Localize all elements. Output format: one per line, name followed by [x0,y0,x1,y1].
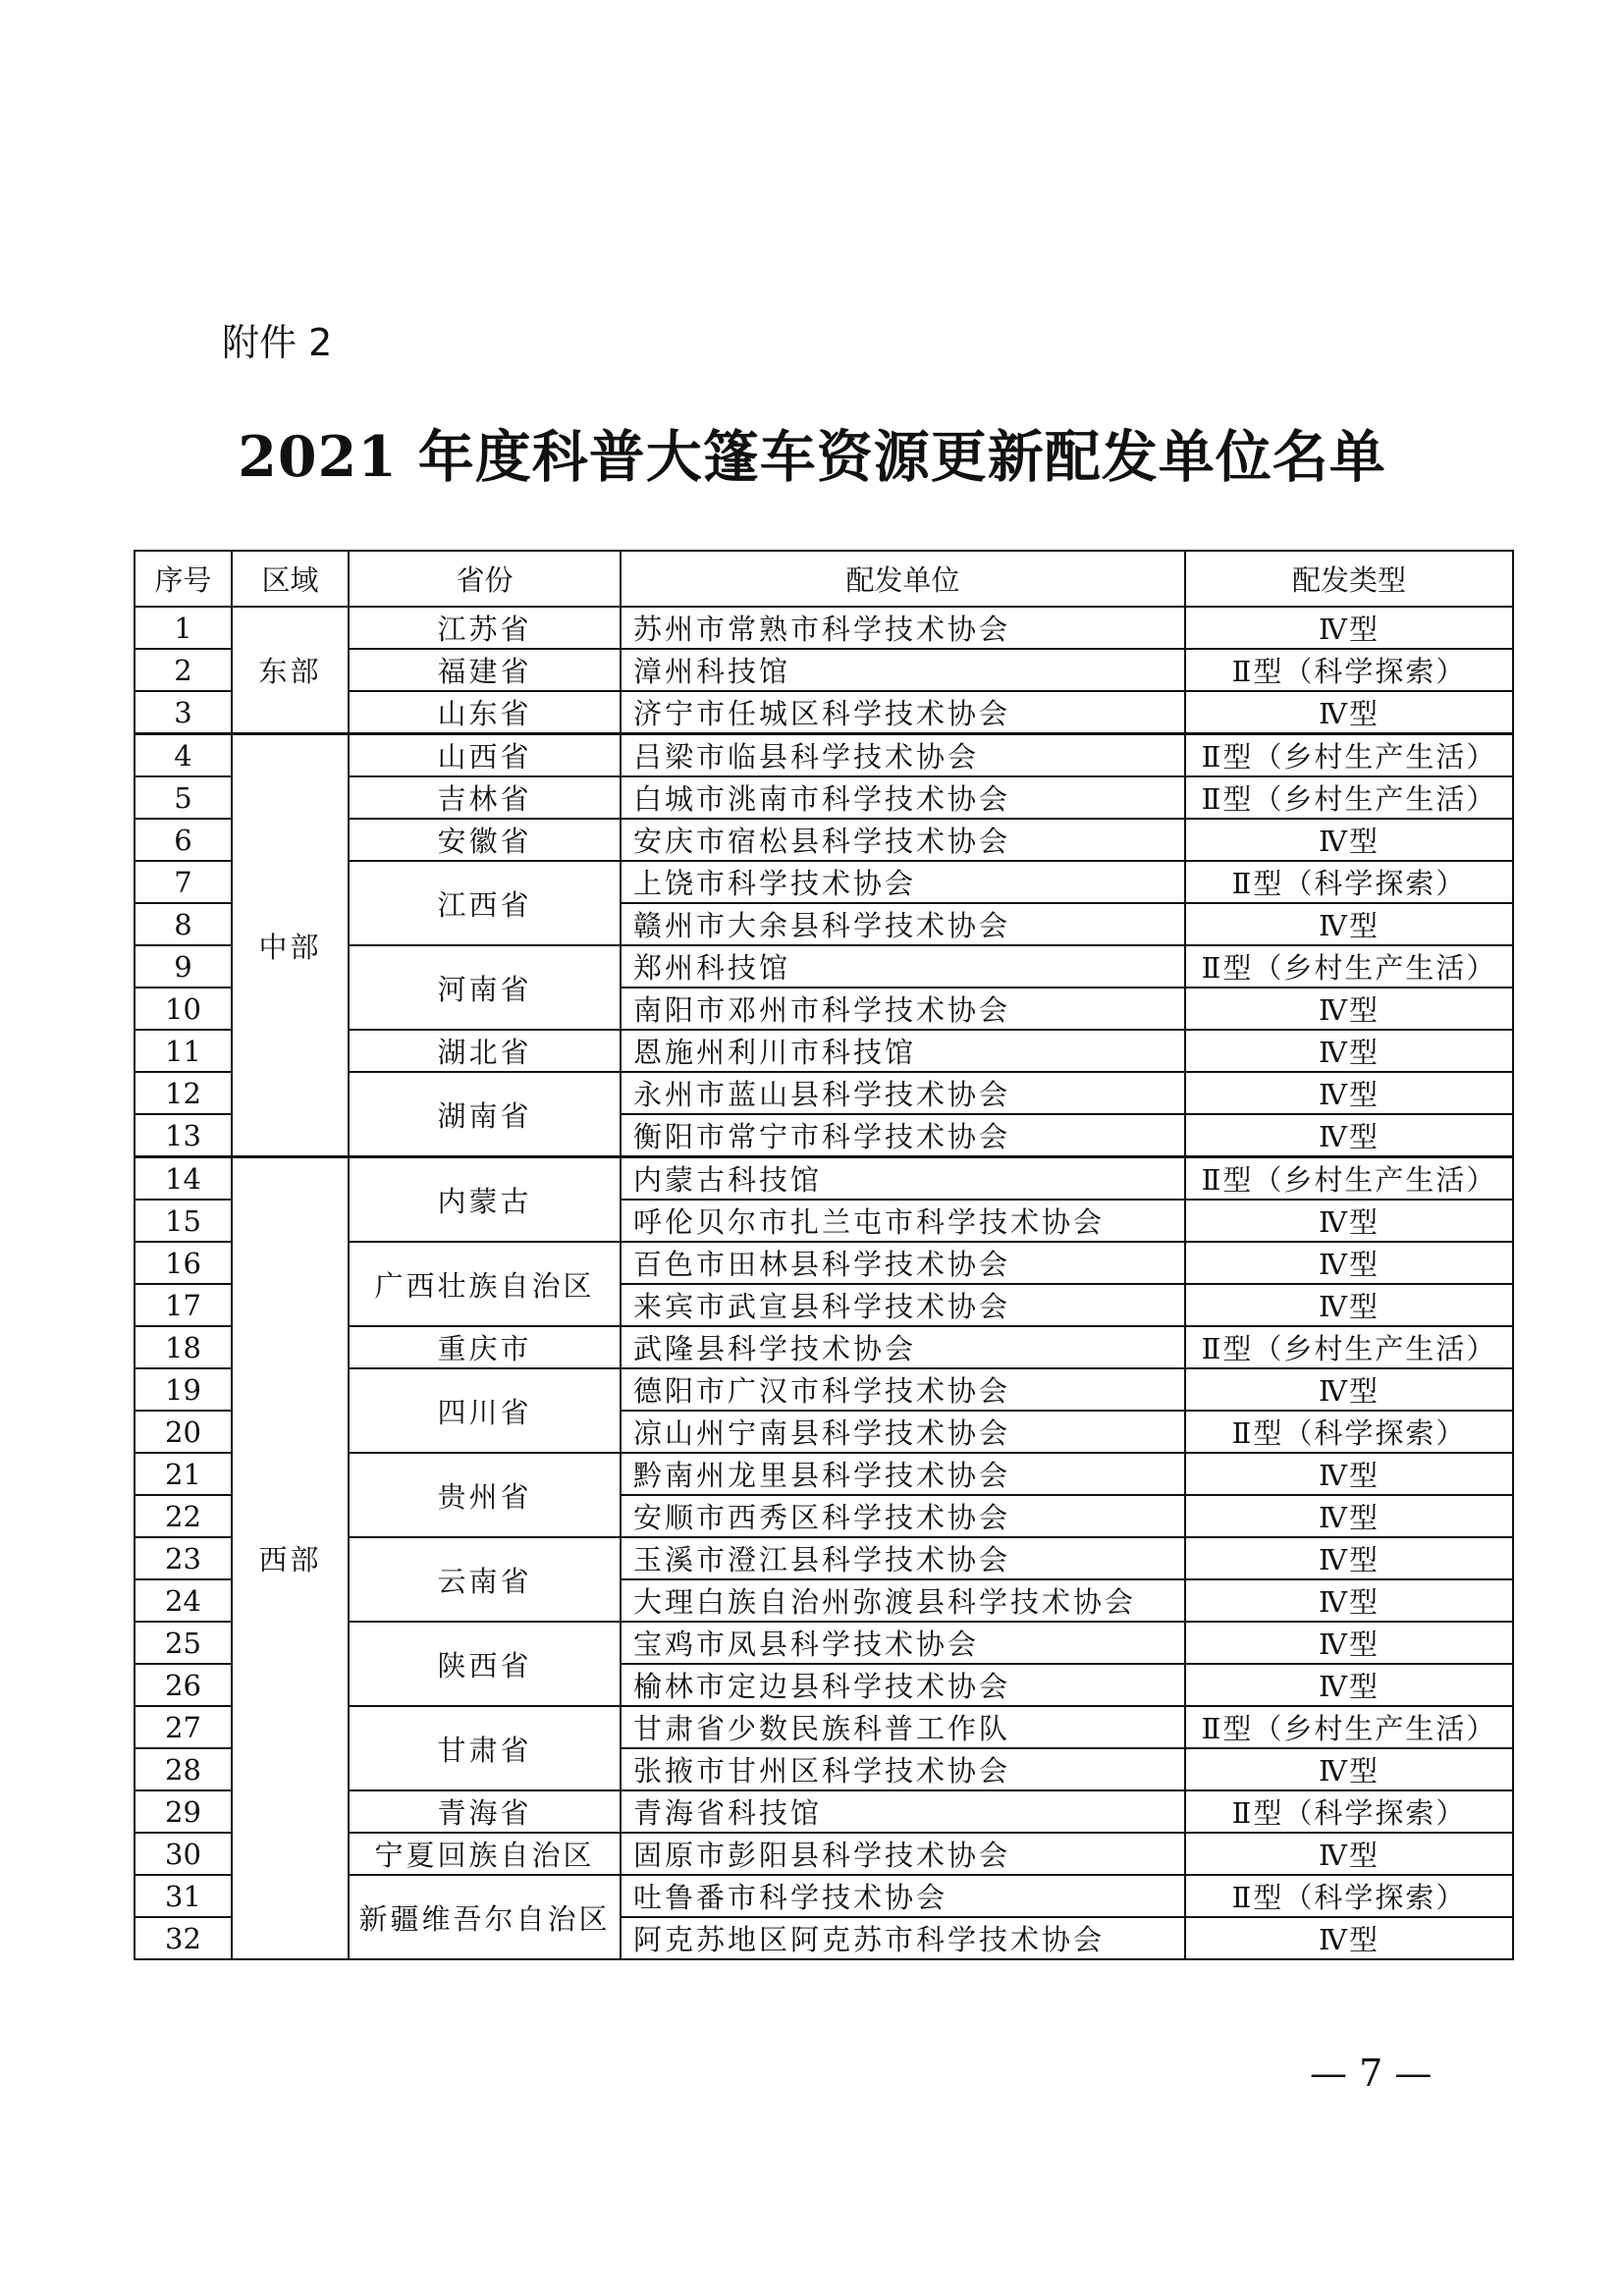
row-number: 19 [135,1368,232,1411]
type-cell: Ⅳ型 [1185,1242,1513,1284]
province-cell: 宁夏回族自治区 [349,1833,621,1875]
type-cell: Ⅳ型 [1185,1284,1513,1326]
unit-cell: 漳州科技馆 [621,649,1185,691]
table-row [135,1157,1513,1201]
row-number: 28 [135,1748,232,1790]
province-cell: 山西省 [349,734,621,777]
province-cell: 江西省 [349,861,621,945]
province-cell: 河南省 [349,945,621,1030]
unit-cell: 青海省科技馆 [621,1790,1185,1833]
type-cell: Ⅳ型 [1185,1748,1513,1790]
province-cell: 吉林省 [349,776,621,819]
row-number: 32 [135,1917,232,1959]
type-cell: Ⅳ型 [1185,1030,1513,1072]
table-row [135,734,1513,777]
attachment-label: 附件 2 [222,321,333,364]
type-cell: Ⅱ型（乡村生产生活） [1185,776,1513,819]
row-number: 14 [135,1157,232,1201]
row-number: 18 [135,1326,232,1368]
unit-cell: 上饶市科学技术协会 [621,861,1185,903]
province-cell: 湖南省 [349,1072,621,1157]
row-number: 23 [135,1537,232,1579]
province-cell: 甘肃省 [349,1706,621,1790]
unit-cell: 呼伦贝尔市扎兰屯市科学技术协会 [621,1200,1185,1242]
type-cell: Ⅱ型（科学探索） [1185,1875,1513,1917]
type-cell: Ⅳ型 [1185,1368,1513,1411]
type-cell: Ⅱ型（科学探索） [1185,1790,1513,1833]
type-cell: Ⅱ型（乡村生产生活） [1185,734,1513,777]
province-cell: 陕西省 [349,1622,621,1706]
unit-cell: 南阳市邓州市科学技术协会 [621,988,1185,1030]
row-number: 25 [135,1622,232,1664]
row-number: 22 [135,1495,232,1537]
province-cell: 福建省 [349,649,621,691]
province-cell: 云南省 [349,1537,621,1622]
unit-cell: 苏州市常熟市科学技术协会 [621,607,1185,649]
header-region: 区域 [232,551,349,607]
row-number: 29 [135,1790,232,1833]
row-number: 15 [135,1200,232,1242]
unit-cell: 郑州科技馆 [621,945,1185,988]
row-number: 4 [135,734,232,777]
header-unit: 配发单位 [621,551,1185,607]
unit-cell: 吕梁市临县科学技术协会 [621,734,1185,777]
row-number: 20 [135,1411,232,1453]
unit-cell: 甘肃省少数民族科普工作队 [621,1706,1185,1748]
type-cell: Ⅳ型 [1185,1917,1513,1959]
type-cell: Ⅳ型 [1185,1537,1513,1579]
type-cell: Ⅳ型 [1185,1200,1513,1242]
unit-cell: 来宾市武宣县科学技术协会 [621,1284,1185,1326]
row-number: 30 [135,1833,232,1875]
unit-cell: 宝鸡市凤县科学技术协会 [621,1622,1185,1664]
province-cell: 安徽省 [349,819,621,861]
unit-cell: 内蒙古科技馆 [621,1157,1185,1201]
region-cell: 中部 [232,734,349,1157]
page-number: — 7 — [1310,2052,1433,2095]
type-cell: Ⅳ型 [1185,1495,1513,1537]
row-number: 6 [135,819,232,861]
row-number: 2 [135,649,232,691]
header-province: 省份 [349,551,621,607]
type-cell: Ⅳ型 [1185,903,1513,945]
province-cell: 山东省 [349,691,621,734]
unit-cell: 凉山州宁南县科学技术协会 [621,1411,1185,1453]
unit-cell: 衡阳市常宁市科学技术协会 [621,1114,1185,1157]
province-cell: 湖北省 [349,1030,621,1072]
region-cell: 西部 [232,1157,349,1960]
type-cell: Ⅳ型 [1185,1664,1513,1706]
province-cell: 贵州省 [349,1453,621,1537]
unit-cell: 济宁市任城区科学技术协会 [621,691,1185,734]
province-cell: 新疆维吾尔自治区 [349,1875,621,1959]
row-number: 31 [135,1875,232,1917]
unit-cell: 百色市田林县科学技术协会 [621,1242,1185,1284]
header-type: 配发类型 [1185,551,1513,607]
type-cell: Ⅳ型 [1185,819,1513,861]
type-cell: Ⅱ型（科学探索） [1185,861,1513,903]
table-body [135,607,1513,1959]
row-number: 21 [135,1453,232,1495]
row-number: 17 [135,1284,232,1326]
type-cell: Ⅳ型 [1185,1622,1513,1664]
row-number: 8 [135,903,232,945]
province-cell: 重庆市 [349,1326,621,1368]
unit-cell: 德阳市广汉市科学技术协会 [621,1368,1185,1411]
province-cell: 四川省 [349,1368,621,1453]
unit-cell: 吐鲁番市科学技术协会 [621,1875,1185,1917]
unit-cell: 张掖市甘州区科学技术协会 [621,1748,1185,1790]
unit-cell: 武隆县科学技术协会 [621,1326,1185,1368]
type-cell: Ⅱ型（乡村生产生活） [1185,945,1513,988]
type-cell: Ⅳ型 [1185,691,1513,734]
row-number: 1 [135,607,232,649]
row-number: 24 [135,1579,232,1622]
type-cell: Ⅳ型 [1185,988,1513,1030]
type-cell: Ⅱ型（乡村生产生活） [1185,1326,1513,1368]
unit-cell: 赣州市大余县科学技术协会 [621,903,1185,945]
row-number: 11 [135,1030,232,1072]
row-number: 27 [135,1706,232,1748]
type-cell: Ⅳ型 [1185,1833,1513,1875]
region-cell: 东部 [232,607,349,734]
unit-cell: 安顺市西秀区科学技术协会 [621,1495,1185,1537]
province-cell: 广西壮族自治区 [349,1242,621,1326]
unit-cell: 阿克苏地区阿克苏市科学技术协会 [621,1917,1185,1959]
type-cell: Ⅱ型（科学探索） [1185,649,1513,691]
province-cell: 内蒙古 [349,1157,621,1243]
type-cell: Ⅳ型 [1185,1072,1513,1114]
table-header-row [135,551,1513,607]
unit-cell: 安庆市宿松县科学技术协会 [621,819,1185,861]
unit-cell: 恩施州利川市科技馆 [621,1030,1185,1072]
table-row [135,607,1513,649]
distribution-list-table [134,550,1514,1960]
row-number: 26 [135,1664,232,1706]
type-cell: Ⅱ型（乡村生产生活） [1185,1706,1513,1748]
type-cell: Ⅳ型 [1185,607,1513,649]
row-number: 13 [135,1114,232,1157]
row-number: 10 [135,988,232,1030]
row-number: 7 [135,861,232,903]
row-number: 12 [135,1072,232,1114]
unit-cell: 固原市彭阳县科学技术协会 [621,1833,1185,1875]
header-no: 序号 [135,551,232,607]
unit-cell: 大理白族自治州弥渡县科学技术协会 [621,1579,1185,1622]
type-cell: Ⅳ型 [1185,1114,1513,1157]
unit-cell: 白城市洮南市科学技术协会 [621,776,1185,819]
unit-cell: 永州市蓝山县科学技术协会 [621,1072,1185,1114]
province-cell: 江苏省 [349,607,621,649]
row-number: 3 [135,691,232,734]
document-title: 2021 年度科普大篷车资源更新配发单位名单 [238,424,1386,490]
unit-cell: 榆林市定边县科学技术协会 [621,1664,1185,1706]
province-cell: 青海省 [349,1790,621,1833]
unit-cell: 玉溪市澄江县科学技术协会 [621,1537,1185,1579]
row-number: 9 [135,945,232,988]
type-cell: Ⅳ型 [1185,1579,1513,1622]
type-cell: Ⅱ型（乡村生产生活） [1185,1157,1513,1201]
unit-cell: 黔南州龙里县科学技术协会 [621,1453,1185,1495]
row-number: 5 [135,776,232,819]
type-cell: Ⅳ型 [1185,1453,1513,1495]
row-number: 16 [135,1242,232,1284]
type-cell: Ⅱ型（科学探索） [1185,1411,1513,1453]
